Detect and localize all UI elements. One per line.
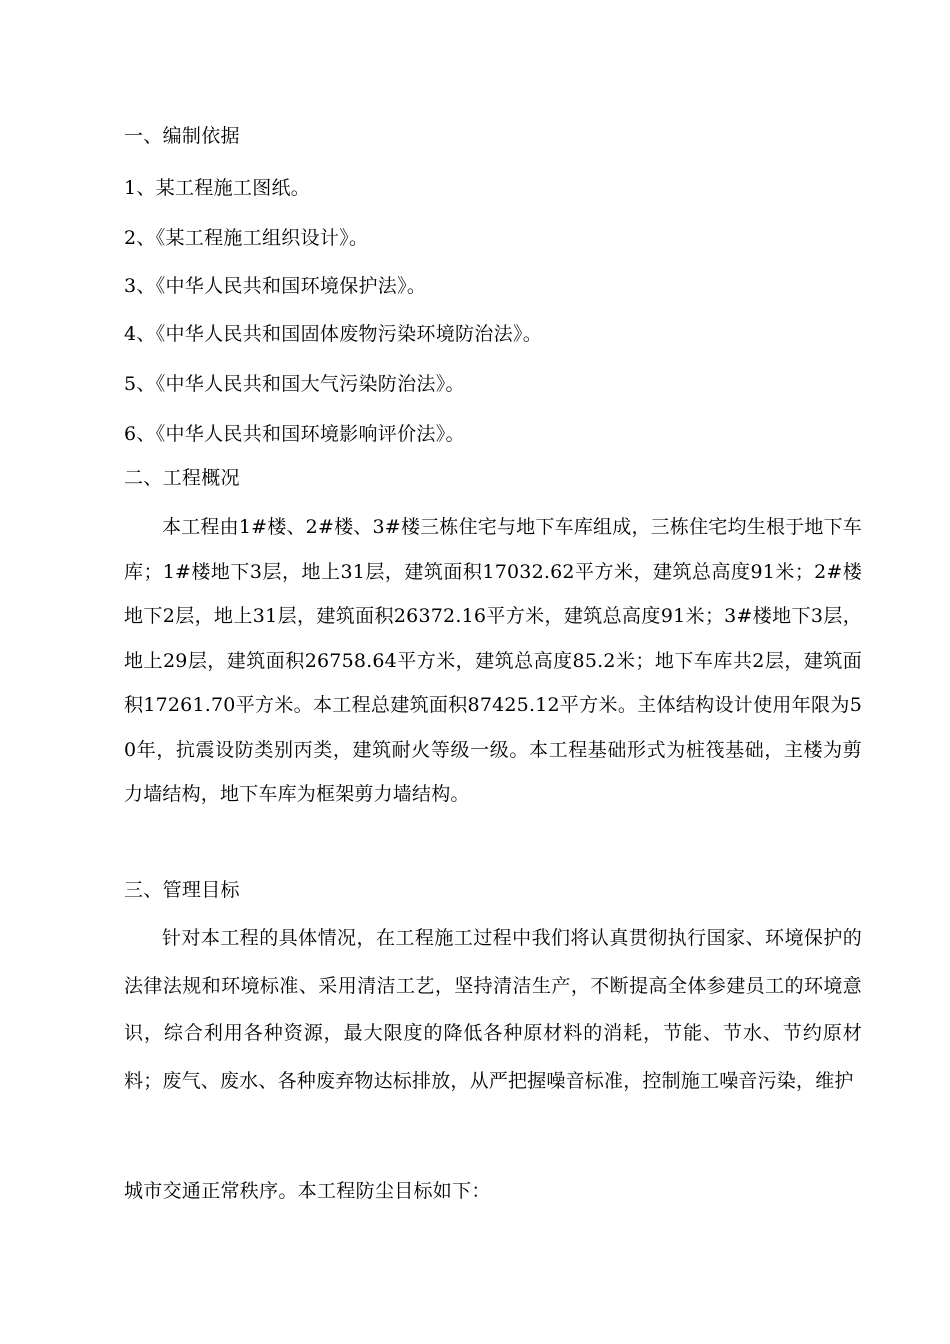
basis-item-5: 5、《中华人民共和国大气污染防治法》。 <box>124 373 465 395</box>
basis-item-2: 2、《某工程施工组织设计》。 <box>124 227 369 249</box>
section-heading-overview: 二、工程概况 <box>124 467 240 489</box>
goals-continuation: 城市交通正常秩序。本工程防尘目标如下： <box>124 1180 491 1202</box>
goals-paragraph: 针对本工程的具体情况，在工程施工过程中我们将认真贯彻执行国家、环境保护的法律法规和环境标准、采用清洁工艺，坚持清洁生产，不断提高全体参建员工的环境意识，综合利用各种资源，最大限度的降低各种原材料的消耗，节能、节水、节约原材料；废气、废水、各种废弃物达标排放，从严把握噪音标准，控制施工噪音污染，维护 <box>124 927 862 1092</box>
basis-item-3: 3、《中华人民共和国环境保护法》。 <box>124 275 427 297</box>
basis-item-6: 6、《中华人民共和国环境影响评价法》。 <box>124 423 465 445</box>
section-heading-goals: 三、管理目标 <box>124 879 240 901</box>
overview-paragraph: 本工程由1#楼、2#楼、3#楼三栋住宅与地下车库组成，三栋住宅均生根于地下车库；1#楼地下3层，地上31层，建筑面积17032.62平方米，建筑总高度91米；2#楼地下2层，地上31层，建筑面积26372.16平方米，建筑总高度91米；3#楼地下3层，地上29层，建筑面积26758.64平方米，建筑总高度85.2米；地下车库共2层，建筑面积17261.70平方米。本工程总建筑面积87425.12平方米。主体结构设计使用年限为50年，抗震设防类别丙类，建筑耐火等级一级。本工程基础形式为桩筏基础，主楼为剪力墙结构，地下车库为框架剪力墙结构。 <box>124 516 862 805</box>
basis-item-4: 4、《中华人民共和国固体废物污染环境防治法》。 <box>124 323 542 345</box>
basis-item-1: 1、某工程施工图纸。 <box>124 177 311 199</box>
section-heading-basis: 一、编制依据 <box>124 125 240 147</box>
